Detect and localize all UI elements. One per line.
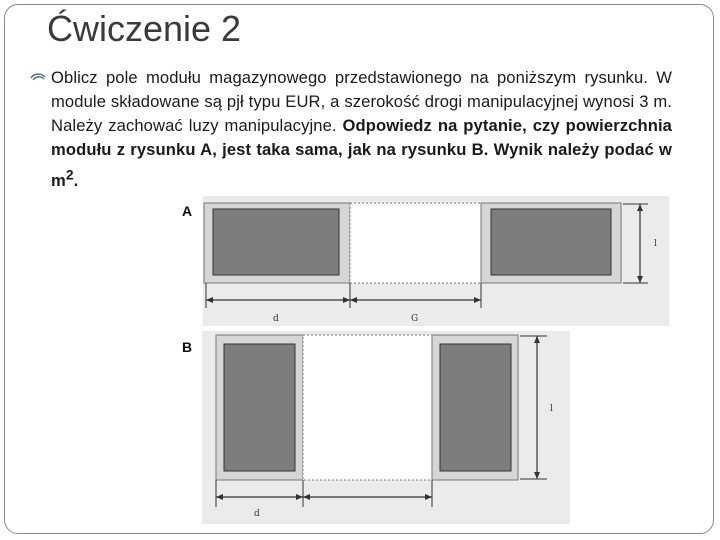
exercise-text: [51, 66, 672, 193]
figure-b-dim-l: l: [550, 404, 553, 414]
figure-b-pallet-left: [224, 344, 295, 471]
question-end: .: [73, 170, 79, 190]
figure-a-dim-g: G: [411, 314, 419, 324]
figure-b-label: B: [182, 339, 193, 355]
figure-b-aisle: [303, 335, 432, 480]
slide-title: Ćwiczenie 2: [47, 8, 242, 49]
exercise-instructions: Oblicz pole modułu magazynowego przedstawionego na poniższym rysunku. W module składowane są pjł typu EUR, a szerokość drogi manipulacyjnej wynosi 3 m. Należy zachować luzy manipulacyjne.: [51, 68, 672, 135]
figure-a-label: A: [182, 203, 193, 219]
figure-a-aisle: [350, 203, 481, 283]
figure-a-pallet-right: [491, 209, 611, 275]
figure-a: [203, 196, 669, 326]
question-text: Odpowiedz na pytanie, czy powierzchnia modułu z rysunku A, jest taka sama, jak na rysunku B. Wynik należy podać w m: [51, 116, 672, 190]
figure-b-dim-d: d: [254, 509, 260, 519]
figure-a-pallet-left: [213, 209, 339, 275]
bullet-icon: [30, 71, 46, 85]
figure-a-dim-l: l: [654, 239, 657, 249]
figure-b: [202, 331, 570, 524]
figure-a-dim-d: d: [273, 314, 279, 324]
figure-b-pallet-right: [440, 344, 511, 471]
unit-superscript: 2: [65, 166, 74, 182]
